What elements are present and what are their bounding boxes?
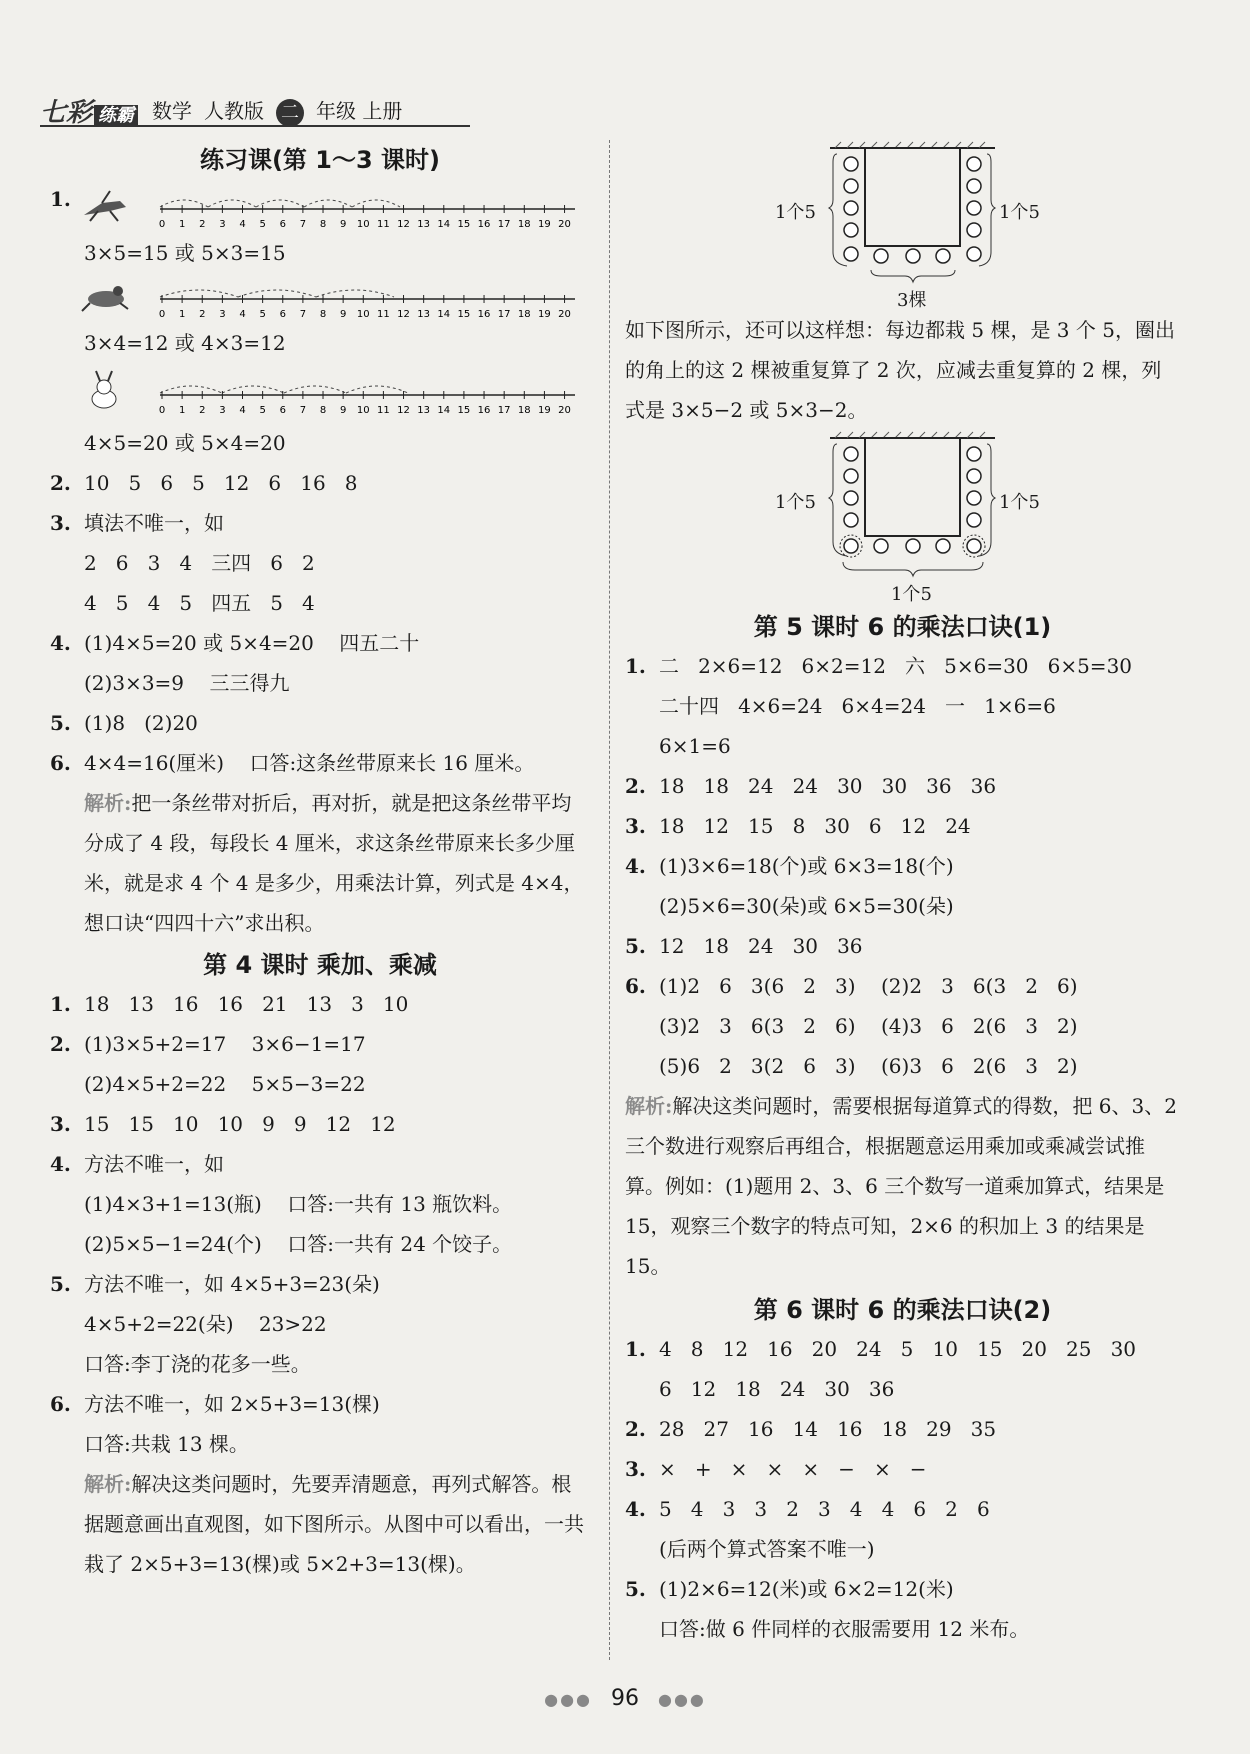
grasshopper-icon — [80, 189, 130, 223]
number-line — [160, 369, 580, 419]
tick-label: 13 — [417, 219, 431, 230]
tick-label: 18 — [517, 309, 531, 320]
answer-row: (2)5×6=30(朵)或 6×5=30(朵) — [659, 894, 954, 918]
question-number: 4. — [50, 631, 71, 655]
tick-label: 0 — [158, 309, 166, 320]
tick-label: 20 — [558, 219, 571, 230]
brand-logo: 七彩 练霸 — [40, 92, 138, 129]
tick-label: 0 — [158, 219, 166, 230]
answer-text: 二 2×6=12 6×2=12 六 5×6=30 6×5=30 — [659, 654, 1133, 678]
tick-label: 20 — [558, 405, 571, 416]
answer-row: 口答:共栽 13 棵。 — [84, 1432, 249, 1456]
tick-label: 8 — [319, 219, 327, 230]
question-number: 1. — [50, 187, 71, 211]
answer-text: 方法不唯一，如 2×5+3=13(棵) — [84, 1392, 380, 1416]
page-number: 96 — [611, 1686, 639, 1711]
page-footer — [0, 1686, 1250, 1711]
tick-label: 9 — [339, 219, 347, 230]
tick-label: 11 — [377, 219, 390, 230]
question-number: 2. — [50, 471, 71, 495]
header-rule — [40, 125, 470, 127]
left-label: 1个5 — [775, 202, 816, 223]
answer-row: 二十四 4×6=24 6×4=24 一 1×6=6 — [659, 694, 1056, 718]
tick-label: 18 — [517, 405, 531, 416]
tick-label: 4 — [239, 219, 246, 230]
question-number: 6. — [50, 1392, 71, 1416]
answer-row: (1)4×3+1=13(瓶) 口答:一共有 13 瓶饮料。 — [84, 1192, 513, 1216]
tree-diagram-1 — [625, 140, 1180, 310]
question-number: 2. — [625, 774, 646, 798]
section-title: 练习课(第 1～3 课时) — [199, 146, 441, 174]
tick-label: 17 — [497, 219, 511, 230]
answer-row: 6 12 18 24 30 36 — [659, 1377, 895, 1401]
equation: 3×4=12 或 4×3=12 — [84, 331, 286, 355]
question-number: 1. — [625, 654, 646, 678]
answer-text: 28 27 16 14 16 18 29 35 — [659, 1417, 997, 1441]
tick-label: 3 — [219, 219, 226, 230]
answer-row: (2)3×3=9 三三得九 — [84, 671, 290, 695]
analysis-label: 解析: — [84, 791, 132, 815]
question-number: 6. — [50, 751, 71, 775]
tick-label: 2 — [199, 405, 206, 416]
tick-label: 19 — [538, 405, 551, 416]
footer-dots-left: ●●● — [544, 1690, 592, 1709]
tick-label: 16 — [477, 309, 491, 320]
tick-label: 17 — [497, 309, 511, 320]
tick-label: 10 — [356, 309, 370, 320]
question-number: 5. — [625, 1577, 646, 1601]
answer-text: (1)3×5+2=17 3×6−1=17 — [84, 1032, 366, 1056]
answer-row: (3)2 3 6(3 2 6) (4)3 6 2(6 3 2) — [659, 1014, 1078, 1038]
question-number: 4. — [50, 1152, 71, 1176]
question-number: 4. — [625, 1497, 646, 1521]
tick-label: 17 — [497, 405, 511, 416]
question-number: 3. — [50, 1112, 71, 1136]
answer-text: (1)2×6=12(米)或 6×2=12(米) — [659, 1577, 954, 1601]
tick-label: 6 — [279, 405, 286, 416]
answer-text: 填法不唯一，如 — [84, 511, 224, 535]
page-header — [40, 92, 414, 129]
analysis-label: 解析: — [625, 1094, 673, 1118]
answer-text: 18 12 15 8 30 6 12 24 — [659, 814, 971, 838]
tree-diagram-graphic — [625, 140, 1180, 310]
tick-label: 5 — [259, 219, 266, 230]
tick-label: 2 — [199, 309, 206, 320]
question-number: 4. — [625, 854, 646, 878]
answer-text: (1)3×6=18(个)或 6×3=18(个) — [659, 854, 954, 878]
answer-text: 15 15 10 10 9 9 12 12 — [84, 1112, 396, 1136]
tick-label: 10 — [356, 405, 370, 416]
right-column — [625, 140, 1180, 1649]
tick-label: 9 — [339, 309, 347, 320]
number-line — [160, 183, 580, 233]
tick-label: 13 — [417, 405, 431, 416]
answer-row: 2 6 3 4 三四 6 2 — [84, 551, 315, 575]
answer-row: 6×1=6 — [659, 734, 731, 758]
question-number: 3. — [625, 1457, 646, 1481]
tick-label: 8 — [319, 405, 327, 416]
tick-label: 5 — [259, 405, 266, 416]
answer-text: 4×4=16(厘米) 口答:这条丝带原来长 16 厘米。 — [84, 751, 535, 775]
tick-label: 14 — [437, 219, 451, 230]
left-label: 1个5 — [775, 492, 816, 513]
analysis-text: 解决这类问题时，先要弄清题意，再列式解答。根据题意画出直观图，如下图所示。从图中可以看出，一共栽了 2×5+3=13(棵)或 5×2+3=13(棵)。 — [84, 1472, 584, 1576]
analysis-label: 解析: — [84, 1472, 132, 1496]
tick-label: 18 — [517, 219, 531, 230]
number-line-frog — [50, 273, 590, 323]
tree-diagram-graphic — [625, 430, 1180, 605]
answer-text: 10 5 6 5 12 6 16 8 — [84, 471, 358, 495]
question-number: 2. — [50, 1032, 71, 1056]
rabbit-icon — [80, 369, 130, 413]
answer-text: 4 8 12 16 20 24 5 10 15 20 25 30 — [659, 1337, 1137, 1361]
answer-row: 4×5+2=22(朵) 23>22 — [84, 1312, 327, 1336]
analysis — [625, 1086, 1180, 1286]
tick-label: 7 — [299, 405, 307, 416]
header-info: 数学 人教版 二 年级 上册 — [152, 95, 414, 127]
tick-label: 9 — [339, 405, 347, 416]
answer-row: (2)4×5+2=22 5×5−3=22 — [84, 1072, 366, 1096]
question-number: 3. — [625, 814, 646, 838]
answer-text: 5 4 3 3 2 3 4 4 6 2 6 — [659, 1497, 990, 1521]
tick-label: 5 — [259, 309, 266, 320]
number-line — [160, 273, 580, 323]
tick-label: 12 — [397, 309, 410, 320]
bottom-label: 3棵 — [897, 290, 927, 311]
equation: 4×5=20 或 5×4=20 — [84, 431, 286, 455]
question-number: 1. — [625, 1337, 646, 1361]
tick-label: 12 — [397, 219, 410, 230]
frog-icon — [80, 279, 130, 313]
answer-row: 口答:做 6 件同样的衣服需要用 12 米布。 — [659, 1617, 1030, 1641]
tick-label: 6 — [279, 219, 286, 230]
tick-label: 11 — [377, 309, 390, 320]
right-label: 1个5 — [999, 202, 1040, 223]
analysis-text: 解决这类问题时，需要根据每道算式的得数，把 6、3、2 三个数进行观察后再组合，根据题意运用乘加或乘减尝试推算。例如：(1)题用 2、3、6 三个数写一道乘加算式，结果是 15，观察三个数字的特点可知，2×6 的积加上 3 的结果是 15。 — [625, 1094, 1177, 1278]
answer-text: (1)4×5=20 或 5×4=20 四五二十 — [84, 631, 420, 655]
answer-row: 4 5 4 5 四五 5 4 — [84, 591, 315, 615]
right-label: 1个5 — [999, 492, 1040, 513]
tick-label: 15 — [457, 405, 471, 416]
tick-label: 15 — [457, 219, 471, 230]
tick-label: 15 — [457, 309, 471, 320]
section-title: 第 6 课时 6 的乘法口诀(2) — [753, 1296, 1052, 1324]
tick-label: 20 — [558, 309, 571, 320]
question-number: 5. — [50, 1272, 71, 1296]
tick-label: 11 — [377, 405, 390, 416]
answer-row: 口答:李丁浇的花多一些。 — [84, 1352, 311, 1376]
tick-label: 14 — [437, 405, 451, 416]
tick-label: 16 — [477, 405, 491, 416]
answer-text: 方法不唯一，如 — [84, 1152, 224, 1176]
analysis — [50, 783, 590, 943]
equation: 3×5=15 或 5×3=15 — [84, 241, 286, 265]
footer-dots-right: ●●● — [658, 1690, 706, 1709]
answer-text: (1)8 (2)20 — [84, 711, 198, 735]
tick-label: 6 — [279, 309, 286, 320]
answer-row: (2)5×5−1=24(个) 口答:一共有 24 个饺子。 — [84, 1232, 513, 1256]
answer-text: × + × × × − × − — [659, 1457, 927, 1481]
tick-label: 8 — [319, 309, 327, 320]
tick-label: 7 — [299, 219, 307, 230]
tree-diagram-2 — [625, 430, 1180, 605]
tick-label: 0 — [158, 405, 166, 416]
grade-badge: 二 — [276, 99, 304, 127]
tick-label: 19 — [538, 309, 551, 320]
section-title: 第 5 课时 6 的乘法口诀(1) — [753, 613, 1052, 641]
tick-label: 19 — [538, 219, 551, 230]
answer-text: 12 18 24 30 36 — [659, 934, 863, 958]
left-column — [50, 140, 590, 1584]
tick-label: 10 — [356, 219, 370, 230]
explanation: 如下图所示，还可以这样想：每边都栽 5 棵，是 3 个 5，圈出的角上的这 2 棵被重复算了 2 次，应减去重复算的 2 棵，列式是 3×5−2 或 5×3−2。 — [625, 318, 1175, 422]
number-line-rabbit — [50, 363, 590, 423]
answer-text: 18 13 16 16 21 13 3 10 — [84, 992, 409, 1016]
column-divider — [609, 140, 610, 1660]
answer-text: 方法不唯一，如 4×5+3=23(朵) — [84, 1272, 380, 1296]
tick-label: 12 — [397, 405, 410, 416]
tick-label: 4 — [239, 405, 246, 416]
bottom-label: 1个5 — [891, 584, 932, 605]
question-number: 2. — [625, 1417, 646, 1441]
tick-label: 13 — [417, 309, 431, 320]
tick-label: 3 — [219, 309, 226, 320]
tick-label: 14 — [437, 309, 451, 320]
tick-label: 1 — [178, 309, 186, 320]
answer-text: (1)2 6 3(6 2 3) (2)2 3 6(3 2 6) — [659, 974, 1078, 998]
answer-text: 18 18 24 24 30 30 36 36 — [659, 774, 997, 798]
question-number: 3. — [50, 511, 71, 535]
tick-label: 1 — [178, 219, 186, 230]
tick-label: 1 — [178, 405, 186, 416]
analysis — [50, 1464, 590, 1584]
question-number: 6. — [625, 974, 646, 998]
section-title: 第 4 课时 乘加、乘减 — [203, 951, 437, 979]
tick-label: 16 — [477, 219, 491, 230]
answer-row: (5)6 2 3(2 6 3) (6)3 6 2(6 3 2) — [659, 1054, 1078, 1078]
question-number: 1. — [50, 992, 71, 1016]
question-number: 5. — [50, 711, 71, 735]
tick-label: 3 — [219, 405, 226, 416]
tick-label: 4 — [239, 309, 246, 320]
answer-row: (后两个算式答案不唯一) — [659, 1537, 875, 1561]
tick-label: 7 — [299, 309, 307, 320]
jump-arcs — [160, 200, 400, 207]
tick-label: 2 — [199, 219, 206, 230]
number-line-grasshopper — [50, 183, 590, 233]
analysis-text: 把一条丝带对折后，再对折，就是把这条丝带平均分成了 4 段，每段长 4 厘米，求这条丝带原来长多少厘米，就是求 4 个 4 是多少，用乘法计算，列式是 4×4，想口诀“四四十六”求出积。 — [84, 791, 584, 935]
question-number: 5. — [625, 934, 646, 958]
